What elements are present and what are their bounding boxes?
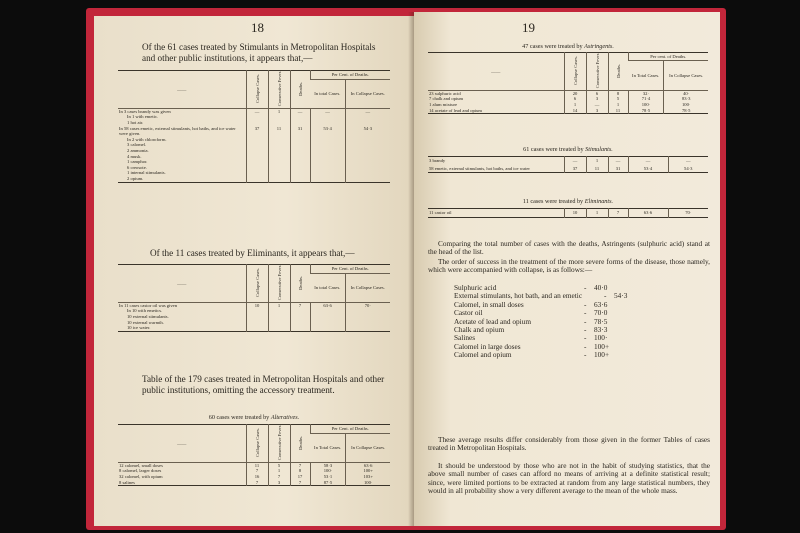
table-row bbox=[428, 157, 708, 165]
paragraph-statistics: It should be understood by those who are not in the habit of studying statistics, that the above small number of cases can afford no means of arriving at a definite statistical result; since, were limited portions to be extracted at random from any large statistical numbers, they would in all probability show a very different average to the mean of the whole mass. bbox=[428, 461, 710, 496]
table-stimulants-summary bbox=[428, 156, 708, 173]
consecutive-fever-cell: 3 bbox=[268, 480, 290, 486]
collapse-cases-cell: 6 bbox=[564, 96, 586, 102]
deaths-cell: 7 bbox=[290, 302, 310, 331]
per-cent-collapse-cell: 100+ bbox=[346, 468, 390, 474]
row-label: In 11 cases castor oil was given In 10 with emetics. 10 external stimulants. 10 external warmth. 10 ice water. bbox=[118, 302, 246, 331]
row-label: 3 brandy bbox=[429, 158, 446, 163]
heading-total-table: Table of the 179 cases treated in Metropolitan Hospitals and other public institutions, omitting the accessory treatment. bbox=[142, 374, 385, 395]
caption-astringents: 47 cases were treated by Astringents. bbox=[522, 43, 614, 50]
paragraph-results: These average results differ considerably from those given in the former Tables of cases treated in Metropolitan Hospitals. bbox=[428, 435, 710, 453]
heading-stimulants: Of the 61 cases treated by Stimulants in Metropolitan Hospitals and other public institutions, it appears that,— bbox=[142, 42, 376, 63]
right-page bbox=[414, 12, 720, 526]
sub-treatment: 2 ammonia. bbox=[127, 147, 149, 153]
collapse-cases-cell: 16 bbox=[246, 474, 268, 480]
deaths-cell: 5 bbox=[608, 96, 628, 102]
consecutive-fever-cell: 11 bbox=[268, 126, 290, 182]
consecutive-fever-cell: 7 bbox=[268, 474, 290, 480]
collapse-cases-cell: 10 bbox=[246, 302, 268, 331]
caption-eliminants: 11 cases were treated by Eliminants. bbox=[522, 198, 614, 205]
row-label: 58 emetic, external stimulants, hot baths, and ice water bbox=[429, 165, 530, 171]
collapse-cases-cell: 11 bbox=[246, 462, 268, 468]
per-cent-collapse-cell: 54·3 bbox=[668, 165, 708, 173]
sub-treatment: 4 musk. bbox=[127, 153, 142, 159]
average-name: Salines bbox=[454, 333, 476, 343]
row-label: 32 calomel, with opium bbox=[119, 474, 163, 479]
collapse-cases-cell: 7 bbox=[246, 480, 268, 486]
average-item: Chalk and opium - 83·3 bbox=[454, 326, 674, 334]
average-item: Calomel, in small doses - 63·6 bbox=[454, 301, 674, 309]
deaths-cell: — bbox=[290, 108, 310, 125]
caption-stimulants: 61 cases were treated by Stimulants. bbox=[523, 146, 613, 153]
collapse-cases-cell: — bbox=[564, 157, 586, 165]
sub-treatment: 2 opium. bbox=[127, 175, 144, 181]
averages-list bbox=[454, 284, 674, 360]
sub-treatment: 10 external warmth. bbox=[127, 319, 164, 325]
consecutive-fever-cell: 1 bbox=[268, 468, 290, 474]
per-cent-total-cell: 71·4 bbox=[628, 96, 664, 102]
table-row bbox=[118, 108, 390, 125]
deaths-cell: 17 bbox=[290, 474, 310, 480]
collapse-cases-cell: 37 bbox=[246, 126, 268, 182]
row-label: 8 calomel, larger doses bbox=[119, 468, 162, 474]
paragraph-order: The order of success in the treatment of the more severe forms of the disease, those namely, which were accompanied with collapse, is as follows:— bbox=[428, 257, 710, 275]
sub-treatment: In 2 with chloroform. bbox=[127, 136, 167, 142]
average-item: External stimulants, hot bath, and an emetic - 54·3 bbox=[454, 292, 674, 300]
sub-treatment: 6 creosote. bbox=[127, 164, 147, 170]
collapse-cases-cell: 20 bbox=[564, 90, 586, 96]
average-name: Sulphuric acid bbox=[454, 283, 497, 292]
row-label: 7 chalk and opium bbox=[429, 96, 464, 102]
average-value: 83·3 bbox=[594, 325, 608, 335]
per-cent-total-cell: 53·1 bbox=[310, 474, 346, 480]
deaths-cell: 7 bbox=[290, 462, 310, 468]
per-cent-collapse-cell: 83·3 bbox=[664, 96, 708, 102]
deaths-cell: 8 bbox=[290, 468, 310, 474]
per-cent-collapse-cell: 78·5 bbox=[664, 108, 708, 114]
per-cent-total-cell: 32· bbox=[628, 90, 664, 96]
per-cent-collapse-cell: 70· bbox=[345, 302, 390, 331]
table-row bbox=[118, 480, 390, 486]
per-cent-total-cell: 53·4 bbox=[310, 126, 345, 182]
row-label: In 58 cases emetic, external stimulants, hot baths, and ice water were given. In 2 with chloroform. 3 calomel. 2 ammonia. 4 musk. 1 camphor. 6 creosote. 1 internal stimulants. 2 opium. bbox=[118, 126, 246, 182]
per-cent-total-cell: 78·5 bbox=[628, 108, 664, 114]
consecutive-fever-cell: 11 bbox=[586, 165, 608, 173]
collapse-cases-cell: 7 bbox=[246, 468, 268, 474]
consecutive-fever-cell: 6 bbox=[586, 90, 608, 96]
sub-treatment: 10 external stimulants. bbox=[127, 314, 169, 319]
deaths-cell: 31 bbox=[608, 165, 628, 173]
collapse-cases-cell: 14 bbox=[564, 108, 586, 114]
row-label: 8 salines bbox=[119, 479, 135, 485]
collapse-cases-cell: 37 bbox=[564, 165, 586, 173]
collapse-cases-cell: 10 bbox=[564, 209, 586, 218]
table-eliminants: —— Collapse Cases. Consecutive Fever. Deaths. Per Cent. of Deaths. In total Cases. In Collapse Cases. In 11 cases castor oil was given In 10 with emetics. 10 external stimulants. 10 external warmth. 10 ice water. 10 1 7 63·6 70· bbox=[118, 264, 390, 332]
table-stimulants: —— Collapse Cases. Consecutive Fever. Deaths. Per Cent. of Deaths. In total Cases. In Collapse Cases. In 3 cases brandy was given In 1 with emetic. 1 hot air. — 1 — — — In 58 cases emetic, external stimulants, hot baths, and ice water were given. In 2 with chloroform. 3 calomel. 2 ammonia. 4 musk. 1 camphor. 6 creosote. 1 internal stimulants. 2 opium. 37 11 31 53·4 54·3 bbox=[118, 70, 390, 183]
per-cent-collapse-cell: 40· bbox=[664, 90, 708, 96]
per-cent-total-cell: 100· bbox=[628, 102, 664, 108]
page-number: 19 bbox=[522, 20, 535, 35]
table-row bbox=[118, 126, 390, 182]
average-name: External stimulants, hot bath, and an emetic bbox=[454, 291, 583, 301]
average-item: Calomel and opium - 100+ bbox=[454, 351, 674, 359]
average-value: 100· bbox=[594, 333, 608, 343]
per-cent-total-cell: — bbox=[310, 108, 345, 125]
average-name: Chalk and opium bbox=[454, 325, 505, 335]
sub-treatment: 3 calomel. bbox=[127, 142, 147, 148]
per-cent-total-cell: 58·3 bbox=[310, 462, 346, 468]
paragraph-comparing: Comparing the total number of cases with the deaths, Astringents (sulphuric acid) stand at the head of the list. bbox=[428, 239, 710, 257]
consecutive-fever-cell: 3 bbox=[586, 108, 608, 114]
table-alteratives: —— Collapse Cases. Consecutive Fever. Deaths. Per Cent. of Deaths. In Total Cases. In Collapse Cases. 12 calomel, small doses 11 5 7 58·3 63·6 8 calomel, larger doses 7 1 8 100· 100+ 32 calomel, with opium 16 7 17 53·1 103+ 8 salines 7 3 7 87·5 100· bbox=[118, 424, 390, 486]
consecutive-fever-cell: 3 bbox=[586, 96, 608, 102]
per-cent-collapse-cell: 100· bbox=[664, 102, 708, 108]
consecutive-fever-cell: — bbox=[586, 102, 608, 108]
average-name: Castor oil bbox=[454, 308, 483, 318]
table-row bbox=[118, 302, 390, 331]
table-row bbox=[428, 108, 708, 114]
average-value: 70·0 bbox=[594, 308, 608, 318]
average-value: 100+ bbox=[594, 350, 610, 360]
per-cent-collapse-cell: 103+ bbox=[346, 474, 390, 480]
average-item: Castor oil - 70·0 bbox=[454, 309, 674, 317]
per-cent-collapse-cell: — bbox=[668, 157, 708, 165]
sub-treatment: 10 ice water. bbox=[127, 325, 151, 331]
consecutive-fever-cell: 1 bbox=[586, 157, 608, 165]
per-cent-total-cell: 63·6 bbox=[628, 209, 668, 218]
table-astringents: —— Collapse Cases. Consecutive Fever. Deaths. Per cent. of Deaths. In Total Cases. In Collapse Cases. 23 sulphuric acid 20 6 8 32· 40· 7 chalk and opium 6 3 5 71·4 83·3 1 alum mixture 1 — 1 100· 100· 14 acetate of lead and opium 14 3 11 78·5 78·5 bbox=[428, 52, 708, 114]
row-label: 11 castor oil bbox=[429, 210, 452, 215]
row-label: 23 sulphuric acid bbox=[429, 90, 461, 96]
row-label: 1 alum mixture bbox=[429, 102, 458, 107]
caption-alteratives: 60 cases were treated by Alteratives. bbox=[208, 414, 300, 421]
average-value: 78·5 bbox=[594, 316, 608, 326]
row-label: 12 calomel, small doses bbox=[119, 462, 163, 468]
average-item: Salines - 100· bbox=[454, 334, 674, 342]
consecutive-fever-cell: 1 bbox=[268, 302, 290, 331]
per-cent-collapse-cell: 54·3 bbox=[345, 126, 390, 182]
consecutive-fever-cell: 5 bbox=[268, 462, 290, 468]
sub-treatment: In 1 with emetic. bbox=[127, 114, 159, 120]
average-item: Sulphuric acid - 40·0 bbox=[454, 284, 674, 292]
average-name: Calomel and opium bbox=[454, 350, 512, 360]
per-cent-collapse-cell: — bbox=[345, 108, 390, 125]
average-name: Calomel in large doses bbox=[454, 341, 521, 351]
per-cent-total-cell: 87·5 bbox=[310, 480, 346, 486]
average-name: Acetate of lead and opium bbox=[454, 316, 531, 326]
left-page bbox=[94, 16, 414, 526]
per-cent-total-cell: 63·6 bbox=[310, 302, 345, 331]
average-value: 40·0 bbox=[594, 283, 608, 292]
deaths-cell: 7 bbox=[290, 480, 310, 486]
sub-treatment: 1 hot air. bbox=[127, 120, 144, 125]
row-label: 14 acetate of lead and opium bbox=[429, 107, 482, 113]
average-value: 100+ bbox=[594, 341, 610, 351]
deaths-cell: 11 bbox=[608, 108, 628, 114]
collapse-cases-cell: 1 bbox=[564, 102, 586, 108]
average-value: 63·6 bbox=[594, 299, 608, 309]
heading-eliminants: Of the 11 cases treated by Eliminants, it appears that,— bbox=[150, 248, 355, 258]
average-value: 54·3 bbox=[614, 291, 628, 301]
consecutive-fever-cell: 1 bbox=[268, 108, 290, 125]
deaths-cell: 8 bbox=[608, 90, 628, 96]
per-cent-total-cell: 100· bbox=[310, 468, 346, 474]
deaths-cell: 1 bbox=[608, 102, 628, 108]
per-cent-collapse-cell: 70· bbox=[668, 209, 708, 218]
table-row bbox=[428, 209, 708, 218]
deaths-cell: — bbox=[608, 157, 628, 165]
per-cent-collapse-cell: 100· bbox=[346, 480, 390, 486]
per-cent-collapse-cell: 63·6 bbox=[346, 462, 390, 468]
collapse-cases-cell: — bbox=[246, 108, 268, 125]
sub-treatment: In 10 with emetics. bbox=[127, 308, 163, 314]
consecutive-fever-cell: 1 bbox=[586, 209, 608, 218]
average-name: Calomel, in small doses bbox=[454, 299, 524, 309]
deaths-cell: 7 bbox=[608, 209, 628, 218]
page-number: 18 bbox=[251, 20, 264, 35]
per-cent-total-cell: — bbox=[628, 157, 668, 165]
sub-treatment: 1 internal stimulants. bbox=[127, 170, 166, 176]
sub-treatment: 1 camphor. bbox=[127, 159, 148, 165]
average-item: Calomel in large doses - 100+ bbox=[454, 343, 674, 351]
per-cent-total-cell: 53·4 bbox=[628, 165, 668, 173]
deaths-cell: 31 bbox=[290, 126, 310, 182]
average-item: Acetate of lead and opium - 78·5 bbox=[454, 318, 674, 326]
table-row bbox=[428, 165, 708, 173]
table-eliminants-summary bbox=[428, 208, 708, 218]
row-label: In 3 cases brandy was given In 1 with emetic. 1 hot air. bbox=[118, 108, 246, 125]
